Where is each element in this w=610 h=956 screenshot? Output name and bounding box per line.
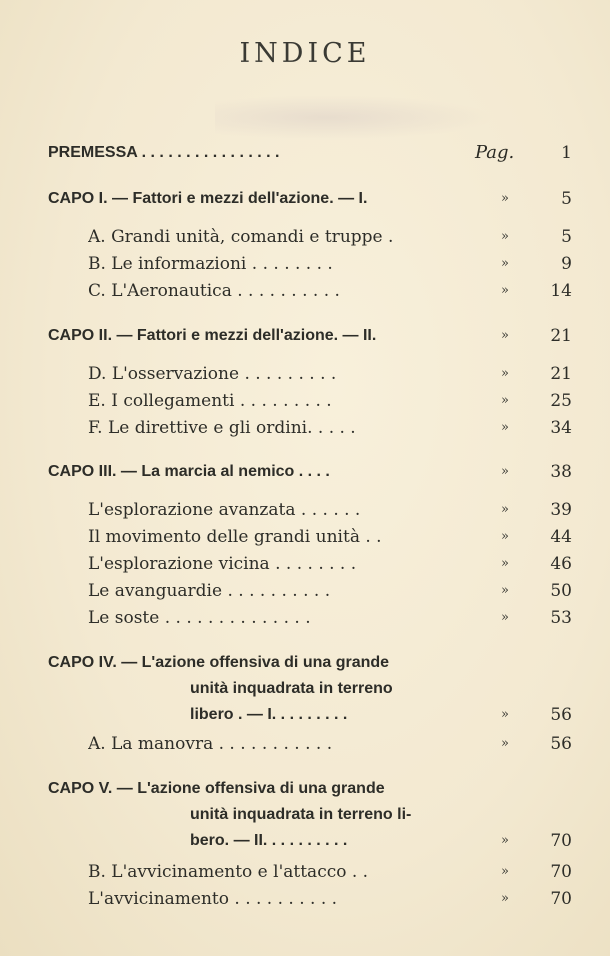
chapter-heading-line: bero. — II. . . . . . . . . . — [190, 832, 348, 849]
page-number: 46 — [550, 554, 572, 574]
page-number: 70 — [550, 889, 572, 909]
toc-label: E. I collegamenti . . . . . . . . . — [88, 391, 332, 411]
ditto-mark: » — [501, 191, 509, 206]
chapter-heading: CAPO III. — La marcia al nemico . . . . — [48, 463, 330, 480]
toc-entry[interactable] — [0, 415, 610, 441]
toc-entry[interactable] — [0, 578, 610, 604]
page-number: 50 — [550, 581, 572, 601]
page-number: 70 — [550, 831, 572, 851]
toc-entry[interactable] — [0, 497, 610, 523]
ditto-mark: » — [501, 610, 509, 625]
toc-chapter-capo-1[interactable] — [0, 186, 610, 212]
page-number: 21 — [550, 364, 572, 384]
toc-label: Le soste . . . . . . . . . . . . . . — [88, 608, 311, 628]
toc-chapter-capo-2[interactable] — [0, 323, 610, 349]
ditto-mark: » — [501, 707, 509, 722]
toc-chapter-capo-5[interactable] — [0, 776, 610, 854]
toc-entry[interactable] — [0, 886, 610, 912]
page-number: 70 — [550, 862, 572, 882]
chapter-heading: CAPO II. — Fattori e mezzi dell'azione. — II. — [48, 327, 377, 344]
page-number: 14 — [550, 281, 572, 301]
page-number: 56 — [550, 734, 572, 754]
toc-label: L'esplorazione vicina . . . . . . . . — [88, 554, 357, 574]
ditto-mark: » — [501, 833, 509, 848]
page-number: 5 — [561, 189, 572, 209]
toc-entry[interactable] — [0, 605, 610, 631]
toc-entry[interactable] — [0, 278, 610, 304]
page-number: 21 — [550, 326, 572, 346]
chapter-heading-line: unità inquadrata in terreno li- — [190, 806, 412, 823]
toc-label: F. Le direttive e gli ordini. . . . . — [88, 418, 356, 438]
toc-label: D. L'osservazione . . . . . . . . . — [88, 364, 337, 384]
ditto-mark: » — [501, 256, 509, 271]
toc-label: Le avanguardie . . . . . . . . . . — [88, 581, 331, 601]
toc-entry[interactable] — [0, 224, 610, 250]
page-number: 1 — [561, 143, 572, 163]
toc-label: L'avvicinamento . . . . . . . . . . — [88, 889, 338, 909]
chapter-heading-line: unità inquadrata in terreno — [190, 680, 393, 697]
page-title: INDICE — [239, 38, 371, 69]
chapter-heading-line: CAPO V. — L'azione offensiva di una grande — [48, 780, 385, 797]
ditto-mark: » — [501, 393, 509, 408]
ditto-mark: » — [501, 891, 509, 906]
toc-entry[interactable] — [0, 361, 610, 387]
toc-entry[interactable] — [0, 251, 610, 277]
ditto-mark: » — [501, 229, 509, 244]
page-number: 9 — [561, 254, 572, 274]
chapter-heading: CAPO I. — Fattori e mezzi dell'azione. — I. — [48, 190, 368, 207]
chapter-heading-line: CAPO IV. — L'azione offensiva di una grande — [48, 654, 390, 671]
toc-label: A. La manovra . . . . . . . . . . . — [88, 734, 333, 754]
page-number: 25 — [550, 391, 572, 411]
toc-label: A. Grandi unità, comandi e truppe . — [88, 227, 394, 247]
toc-label: B. L'avvicinamento e l'attacco . . — [88, 862, 369, 882]
page-number: 38 — [550, 462, 572, 482]
ditto-mark: » — [501, 583, 509, 598]
ditto-mark: » — [501, 736, 509, 751]
toc-chapter-capo-3[interactable] — [0, 459, 610, 485]
toc-entry[interactable] — [0, 524, 610, 550]
toc-entry[interactable] — [0, 551, 610, 577]
toc-label: L'esplorazione avanzata . . . . . . — [88, 500, 361, 520]
toc-label: C. L'Aeronautica . . . . . . . . . . — [88, 281, 340, 301]
page-number: 56 — [550, 705, 572, 725]
ditto-mark: » — [501, 529, 509, 544]
page-number: 39 — [550, 500, 572, 520]
ditto-mark: » — [501, 283, 509, 298]
toc-label: PREMESSA . . . . . . . . . . . . . . . . — [48, 144, 280, 161]
ditto-mark: » — [501, 366, 509, 381]
toc-label: B. Le informazioni . . . . . . . . — [88, 254, 333, 274]
toc-entry[interactable] — [0, 731, 610, 757]
ditto-mark: » — [501, 864, 509, 879]
ditto-mark: » — [501, 502, 509, 517]
toc-label: Il movimento delle grandi unità . . — [88, 527, 382, 547]
page-number: 34 — [550, 418, 572, 438]
ditto-mark: » — [501, 556, 509, 571]
page-number: 44 — [550, 527, 572, 547]
toc-entry[interactable] — [0, 859, 610, 885]
toc-chapter-capo-4[interactable] — [0, 650, 610, 728]
ditto-mark: » — [501, 420, 509, 435]
paper-stain — [215, 95, 495, 140]
chapter-heading-line: libero . — I. . . . . . . . . — [190, 706, 348, 723]
toc-entry-premessa[interactable] — [0, 140, 610, 166]
page-number: 53 — [550, 608, 572, 628]
page-abbrev: Pag. — [475, 142, 515, 163]
page-number: 5 — [561, 227, 572, 247]
ditto-mark: » — [501, 328, 509, 343]
toc-entry[interactable] — [0, 388, 610, 414]
ditto-mark: » — [501, 464, 509, 479]
